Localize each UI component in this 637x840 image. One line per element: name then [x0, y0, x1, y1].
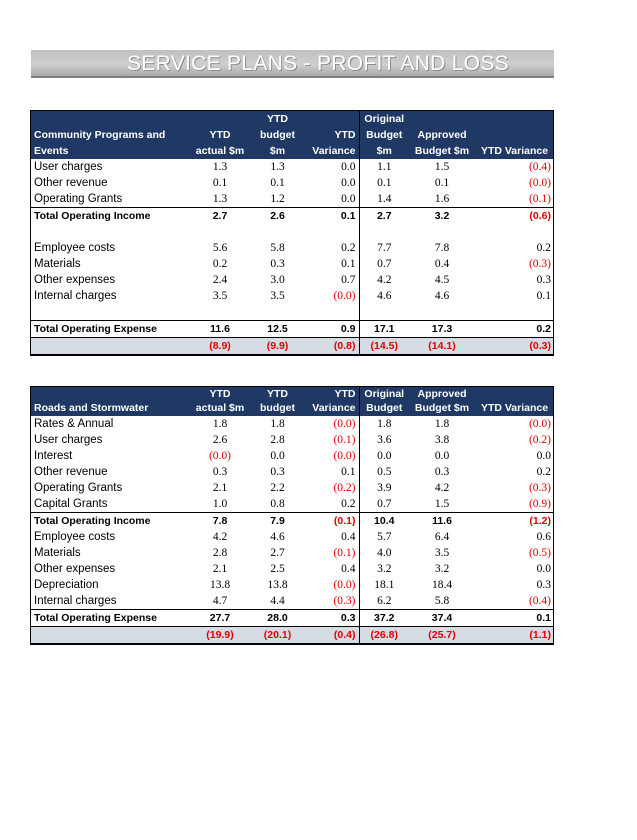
cell-value: 2.5: [270, 563, 285, 575]
cell-value: 0.0: [304, 191, 359, 208]
cell-value: 0.0: [377, 450, 392, 462]
cell-value: (0.3): [304, 593, 359, 610]
cell-value: 0.1: [434, 177, 450, 189]
cell-value: 28.0: [251, 610, 304, 627]
cell-value: 1.3: [212, 161, 228, 173]
cell-value: 2.4: [212, 274, 228, 286]
cell-value: 13.8: [267, 579, 288, 591]
cell-value: 3.9: [377, 482, 392, 494]
cell-value: (1.2): [475, 513, 554, 530]
cell-value: (20.1): [251, 627, 304, 645]
row-label: [31, 338, 189, 356]
header-row: Roads and Stormwater actual $m budget Variance Budget Budget $m YTD Variance: [31, 400, 554, 416]
row-label: Total Operating Expense: [31, 321, 189, 338]
cell-value: (0.4): [528, 595, 551, 607]
cell-value: 3.5: [270, 290, 285, 302]
cell-value: (25.7): [409, 627, 475, 645]
row-label: Capital Grants: [34, 498, 108, 510]
table-row: [31, 593, 554, 610]
table-row: [31, 448, 554, 464]
cell-value: 0.2: [475, 321, 554, 338]
cell-value: 0.7: [377, 258, 392, 270]
cell-value: (0.1): [304, 432, 359, 448]
cell-value: 7.9: [251, 513, 304, 530]
row-label: Operating Grants: [34, 193, 123, 205]
cell-value: (0.9): [528, 498, 551, 510]
table-row: [31, 159, 554, 175]
cell-value: 4.6: [434, 290, 450, 302]
cell-value: 1.2: [270, 193, 285, 205]
cell-value: 4.7: [212, 595, 228, 607]
cell-value: 2.8: [270, 434, 285, 446]
cell-value: 13.8: [209, 579, 231, 591]
cell-value: (0.1): [304, 513, 359, 530]
cell-value: 5.8: [434, 595, 450, 607]
row-label: Interest: [34, 450, 73, 462]
cell-value: 1.0: [212, 498, 228, 510]
cell-value: 0.8: [270, 498, 285, 510]
cell-value: 0.2: [304, 496, 359, 513]
cell-value: (0.0): [304, 577, 359, 593]
cell-value: 0.7: [377, 498, 392, 510]
cell-value: 2.6: [212, 434, 228, 446]
row-label: Employee costs: [34, 531, 116, 543]
cell-value: 2.1: [212, 482, 228, 494]
cell-value: 0.0: [270, 450, 285, 462]
cell-value: 0.3: [270, 258, 285, 270]
table-row: [31, 256, 554, 272]
cell-value: (26.8): [359, 627, 409, 645]
table-row: [31, 175, 554, 191]
cell-value: 27.7: [189, 610, 251, 627]
cell-value: 5.8: [270, 242, 285, 254]
cell-value: (0.4): [528, 161, 551, 173]
total-row: [31, 321, 554, 338]
table-row: [31, 561, 554, 577]
total-row: [31, 610, 554, 627]
cell-value: 1.1: [377, 161, 392, 173]
table-row: [31, 288, 554, 304]
cell-value: 0.2: [304, 240, 359, 256]
cell-value: 4.6: [377, 290, 392, 302]
cell-value: 2.7: [189, 208, 251, 225]
cell-value: (19.9): [189, 627, 251, 645]
cell-value: 0.3: [270, 466, 285, 478]
cell-value: 17.1: [359, 321, 409, 338]
cell-value: 3.5: [434, 547, 450, 559]
cell-value: 0.1: [304, 256, 359, 272]
cell-value: (0.0): [304, 416, 359, 432]
cell-value: 3.5: [212, 290, 228, 302]
header-row: YTD YTD YTD Original Approved: [31, 387, 554, 400]
cell-value: 1.6: [434, 193, 450, 205]
cell-value: 3.8: [434, 434, 450, 446]
spacer-row: [31, 304, 554, 321]
cell-value: 0.7: [304, 272, 359, 288]
roads-stormwater-table: [31, 387, 554, 645]
cell-value: 0.4: [304, 529, 359, 545]
cell-value: 0.0: [304, 175, 359, 191]
table-row: [31, 529, 554, 545]
cell-value: 7.8: [189, 513, 251, 530]
cell-value: 1.3: [270, 161, 285, 173]
cell-value: (0.8): [304, 338, 359, 356]
cell-value: 18.4: [431, 579, 453, 591]
cell-value: 3.2: [434, 563, 450, 575]
cell-value: 2.2: [270, 482, 285, 494]
cell-value: (0.0): [528, 418, 551, 430]
cell-value: (0.0): [528, 177, 551, 189]
cell-value: 0.1: [536, 290, 551, 302]
cell-value: 0.3: [212, 466, 228, 478]
cell-value: 2.7: [359, 208, 409, 225]
cell-value: (0.0): [208, 450, 232, 462]
cell-value: 4.5: [434, 274, 450, 286]
cell-value: 0.0: [434, 450, 450, 462]
table-row: [31, 464, 554, 480]
cell-value: 7.7: [377, 242, 392, 254]
cell-value: 6.2: [377, 595, 392, 607]
cell-value: 0.1: [377, 177, 392, 189]
cell-value: 0.2: [536, 242, 551, 254]
cell-value: 3.6: [377, 434, 392, 446]
row-label: Operating Grants: [34, 482, 123, 494]
cell-value: 17.3: [409, 321, 475, 338]
cell-value: (1.1): [475, 627, 554, 645]
cell-value: (0.6): [475, 208, 554, 225]
row-label: Other expenses: [34, 274, 116, 286]
cell-value: 0.1: [212, 177, 228, 189]
cell-value: 0.4: [304, 561, 359, 577]
cell-value: (0.4): [304, 627, 359, 645]
cell-value: (0.0): [304, 448, 359, 464]
cell-value: 0.2: [536, 466, 551, 478]
row-label: Internal charges: [34, 290, 117, 302]
cell-value: 4.4: [270, 595, 285, 607]
cell-value: 0.0: [536, 450, 551, 462]
cell-value: 0.1: [304, 208, 359, 225]
cell-value: 12.5: [251, 321, 304, 338]
cell-value: 4.2: [434, 482, 450, 494]
cell-value: 2.7: [270, 547, 285, 559]
row-label: Employee costs: [34, 242, 116, 254]
total-row: [31, 513, 554, 530]
cell-value: 2.6: [251, 208, 304, 225]
row-label: Other revenue: [34, 466, 108, 478]
cell-value: (0.2): [528, 434, 551, 446]
row-label: Depreciation: [34, 579, 99, 591]
cell-value: 0.1: [304, 464, 359, 480]
cell-value: 0.2: [212, 258, 228, 270]
cell-value: 0.1: [270, 177, 285, 189]
row-label: Materials: [34, 258, 81, 270]
table-row: [31, 240, 554, 256]
cell-value: 0.3: [536, 579, 551, 591]
header-row: YTD Original: [31, 111, 554, 127]
spacer-row: [31, 224, 554, 240]
cell-value: (14.5): [359, 338, 409, 356]
cell-value: 0.0: [304, 159, 359, 175]
cell-value: 18.1: [374, 579, 395, 591]
net-result-row: [31, 627, 554, 645]
row-label: Total Operating Expense: [31, 610, 189, 627]
cell-value: 1.5: [434, 161, 450, 173]
cell-value: (0.3): [528, 482, 551, 494]
cell-value: (0.1): [528, 193, 551, 205]
cell-value: 1.5: [434, 498, 450, 510]
row-label: Total Operating Income: [31, 513, 189, 530]
total-row: [31, 208, 554, 225]
page-title: SERVICE PLANS - PROFIT AND LOSS: [127, 52, 509, 75]
cell-value: 37.4: [409, 610, 475, 627]
cell-value: 0.3: [434, 466, 450, 478]
cell-value: 0.6: [536, 531, 551, 543]
cell-value: 0.5: [377, 466, 392, 478]
cell-value: 4.0: [377, 547, 392, 559]
table-row: [31, 416, 554, 432]
table-row: [31, 577, 554, 593]
cell-value: 1.8: [270, 418, 285, 430]
cell-value: 4.2: [377, 274, 392, 286]
header-row: Events actual $m $m Variance $m Budget $m YTD Variance: [31, 143, 554, 159]
cell-value: 5.6: [212, 242, 228, 254]
cell-value: 1.8: [377, 418, 392, 430]
table-row: [31, 432, 554, 448]
cell-value: 11.6: [189, 321, 251, 338]
cell-value: 3.2: [409, 208, 475, 225]
cell-value: 10.4: [359, 513, 409, 530]
cell-value: 2.1: [212, 563, 228, 575]
cell-value: 5.7: [377, 531, 392, 543]
cell-value: 7.8: [434, 242, 450, 254]
cell-value: 0.4: [434, 258, 450, 270]
cell-value: (0.0): [304, 288, 359, 304]
cell-value: (14.1): [409, 338, 475, 356]
cell-value: 6.4: [434, 531, 450, 543]
cell-value: (8.9): [189, 338, 251, 356]
cell-value: 1.8: [212, 418, 228, 430]
cell-value: (0.1): [304, 545, 359, 561]
cell-value: (0.3): [475, 338, 554, 356]
table-row: [31, 545, 554, 561]
cell-value: 1.8: [434, 418, 450, 430]
cell-value: (0.3): [528, 258, 551, 270]
cell-value: 0.0: [536, 563, 551, 575]
cell-value: 4.2: [212, 531, 228, 543]
cell-value: 1.3: [212, 193, 228, 205]
cell-value: 0.3: [304, 610, 359, 627]
row-label: Other expenses: [34, 563, 116, 575]
header-row: Community Programs and YTD budget YTD Budget Approved: [31, 127, 554, 143]
cell-value: 0.1: [475, 610, 554, 627]
cell-value: (0.2): [304, 480, 359, 496]
row-label: Total Operating Income: [31, 208, 189, 225]
cell-value: 0.3: [536, 274, 551, 286]
table-row: [31, 480, 554, 496]
table-row: [31, 191, 554, 208]
row-label: Materials: [34, 547, 81, 559]
cell-value: (0.5): [528, 547, 551, 559]
cell-value: (9.9): [251, 338, 304, 356]
row-label: User charges: [34, 161, 103, 173]
table-row: [31, 496, 554, 513]
cell-value: 3.0: [270, 274, 285, 286]
cell-value: 0.9: [304, 321, 359, 338]
row-label: Other revenue: [34, 177, 108, 189]
net-result-row: [31, 338, 554, 356]
cell-value: 2.8: [212, 547, 228, 559]
table-row: [31, 272, 554, 288]
row-label: [31, 627, 189, 645]
cell-value: 11.6: [409, 513, 475, 530]
cell-value: 4.6: [270, 531, 285, 543]
cell-value: 3.2: [377, 563, 392, 575]
cell-value: 37.2: [359, 610, 409, 627]
row-label: Internal charges: [34, 595, 117, 607]
row-label: User charges: [34, 434, 103, 446]
row-label: Rates & Annual: [34, 418, 114, 430]
community-programs-table: [31, 111, 554, 356]
cell-value: 1.4: [377, 193, 392, 205]
